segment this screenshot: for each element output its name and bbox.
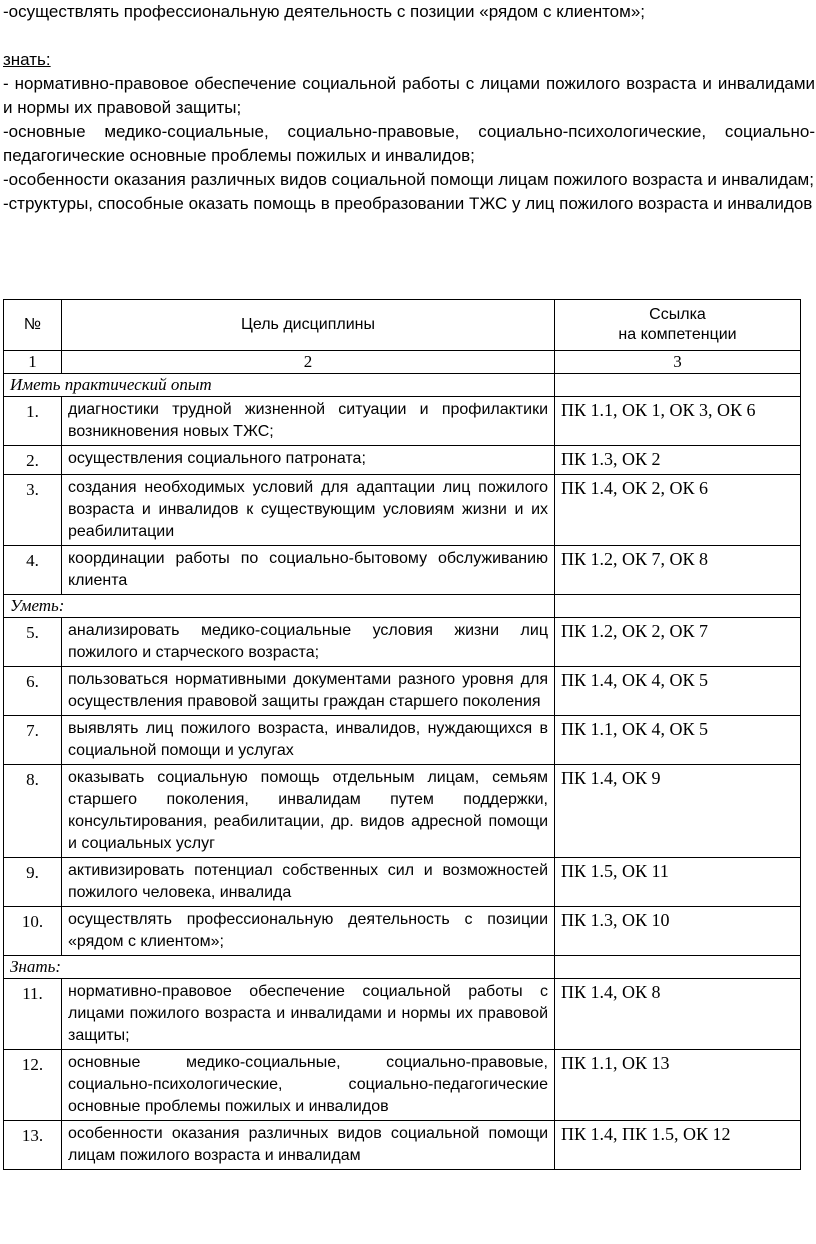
row-ref: ПК 1.2, ОК 2, ОК 7 [555,618,801,667]
index-cell: 1 [4,351,62,374]
know-item: -основные медико-социальные, социально-правовые, социально-психологические, социально-педагогические основные проблемы пожилых и инвалидов; [3,122,815,165]
table-row [4,1050,801,1121]
know-item: -особенности оказания различных видов социальной помощи лицам пожилого возраста и инвалидам; [3,170,814,189]
row-num: 11. [4,979,62,1050]
table-row [4,546,801,595]
row-ref: ПК 1.3, ОК 2 [555,446,801,475]
row-goal: основные медико-социальные, социально-правовые, социально-психологические, социально-педагогические основные проблемы пожилых и инвалидов [62,1050,555,1121]
row-goal: координации работы по социально-бытовому обслуживанию клиента [62,546,555,595]
know-item: - нормативно-правовое обеспечение социальной работы с лицами пожилого возраста и инвалидами и нормы их правовой защиты; [3,74,815,117]
table-row [4,446,801,475]
header-goal: Цель дисциплины [62,300,555,351]
row-num: 13. [4,1121,62,1170]
row-num: 2. [4,446,62,475]
table-row [4,979,801,1050]
index-row [4,351,801,374]
table-row [4,858,801,907]
header-ref-line2: на компетенции [618,326,737,343]
row-goal: создания необходимых условий для адаптации лиц пожилого возраста и инвалидов к существующим условиям жизни и их реабилитации [62,475,555,546]
header-ref [555,300,801,351]
row-num: 9. [4,858,62,907]
row-goal: активизировать потенциал собственных сил и возможностей пожилого человека, инвалида [62,858,555,907]
table-row [4,475,801,546]
index-cell: 3 [555,351,801,374]
row-goal: особенности оказания различных видов социальной помощи лицам пожилого возраста и инвалидам [62,1121,555,1170]
header-ref-line1: Ссылка [649,306,706,323]
row-goal: осуществлять профессиональную деятельность с позиции «рядом с клиентом»; [62,907,555,956]
row-ref: ПК 1.4, ОК 2, ОК 6 [555,475,801,546]
table-row [4,397,801,446]
intro-text [3,0,815,216]
row-ref: ПК 1.4, ОК 4, ОК 5 [555,667,801,716]
table-row [4,1121,801,1170]
table-row [4,716,801,765]
section-row [4,595,801,618]
row-goal: оказывать социальную помощь отдельным лицам, семьям старшего поколения, инвалидам путем поддержки, консультирования, реабилитации, др. видов адресной помощи и социальных услуг [62,765,555,858]
row-num: 10. [4,907,62,956]
row-ref: ПК 1.1, ОК 4, ОК 5 [555,716,801,765]
row-ref: ПК 1.3, ОК 10 [555,907,801,956]
know-heading: знать: [3,50,51,69]
row-ref: ПК 1.4, ОК 9 [555,765,801,858]
row-num: 1. [4,397,62,446]
row-goal: нормативно-правовое обеспечение социальной работы с лицами пожилого возраста и инвалидами и нормы их правовой защиты; [62,979,555,1050]
section-row [4,374,801,397]
header-num: № [4,300,62,351]
row-num: 6. [4,667,62,716]
row-num: 8. [4,765,62,858]
row-num: 7. [4,716,62,765]
section-label: Знать: [4,956,555,979]
row-ref: ПК 1.1, ОК 1, ОК 3, ОК 6 [555,397,801,446]
competence-table [3,299,801,1170]
row-num: 4. [4,546,62,595]
row-ref: ПК 1.4, ОК 8 [555,979,801,1050]
row-ref: ПК 1.5, ОК 11 [555,858,801,907]
row-goal: выявлять лиц пожилого возраста, инвалидов, нуждающихся в социальной помощи и услугах [62,716,555,765]
row-goal: осуществления социального патроната; [62,446,555,475]
table-row [4,907,801,956]
row-num: 5. [4,618,62,667]
section-label: Уметь: [4,595,555,618]
row-num: 3. [4,475,62,546]
table-row [4,667,801,716]
row-goal: диагностики трудной жизненной ситуации и профилактики возникновения новых ТЖС; [62,397,555,446]
table-header-row [4,300,801,351]
intro-line: -осуществлять профессиональную деятельность с позиции «рядом с клиентом»; [3,2,645,21]
section-row [4,956,801,979]
row-ref: ПК 1.2, ОК 7, ОК 8 [555,546,801,595]
table-row [4,765,801,858]
table-row [4,618,801,667]
index-cell: 2 [62,351,555,374]
section-label: Иметь практический опыт [4,374,555,397]
row-ref: ПК 1.1, ОК 13 [555,1050,801,1121]
know-item: -структуры, способные оказать помощь в преобразовании ТЖС у лиц пожилого возраста и инвалидов [3,194,813,213]
row-goal: анализировать медико-социальные условия жизни лиц пожилого и старческого возраста; [62,618,555,667]
row-ref: ПК 1.4, ПК 1.5, ОК 12 [555,1121,801,1170]
row-goal: пользоваться нормативными документами разного уровня для осуществления правовой защиты граждан старшего поколения [62,667,555,716]
row-num: 12. [4,1050,62,1121]
